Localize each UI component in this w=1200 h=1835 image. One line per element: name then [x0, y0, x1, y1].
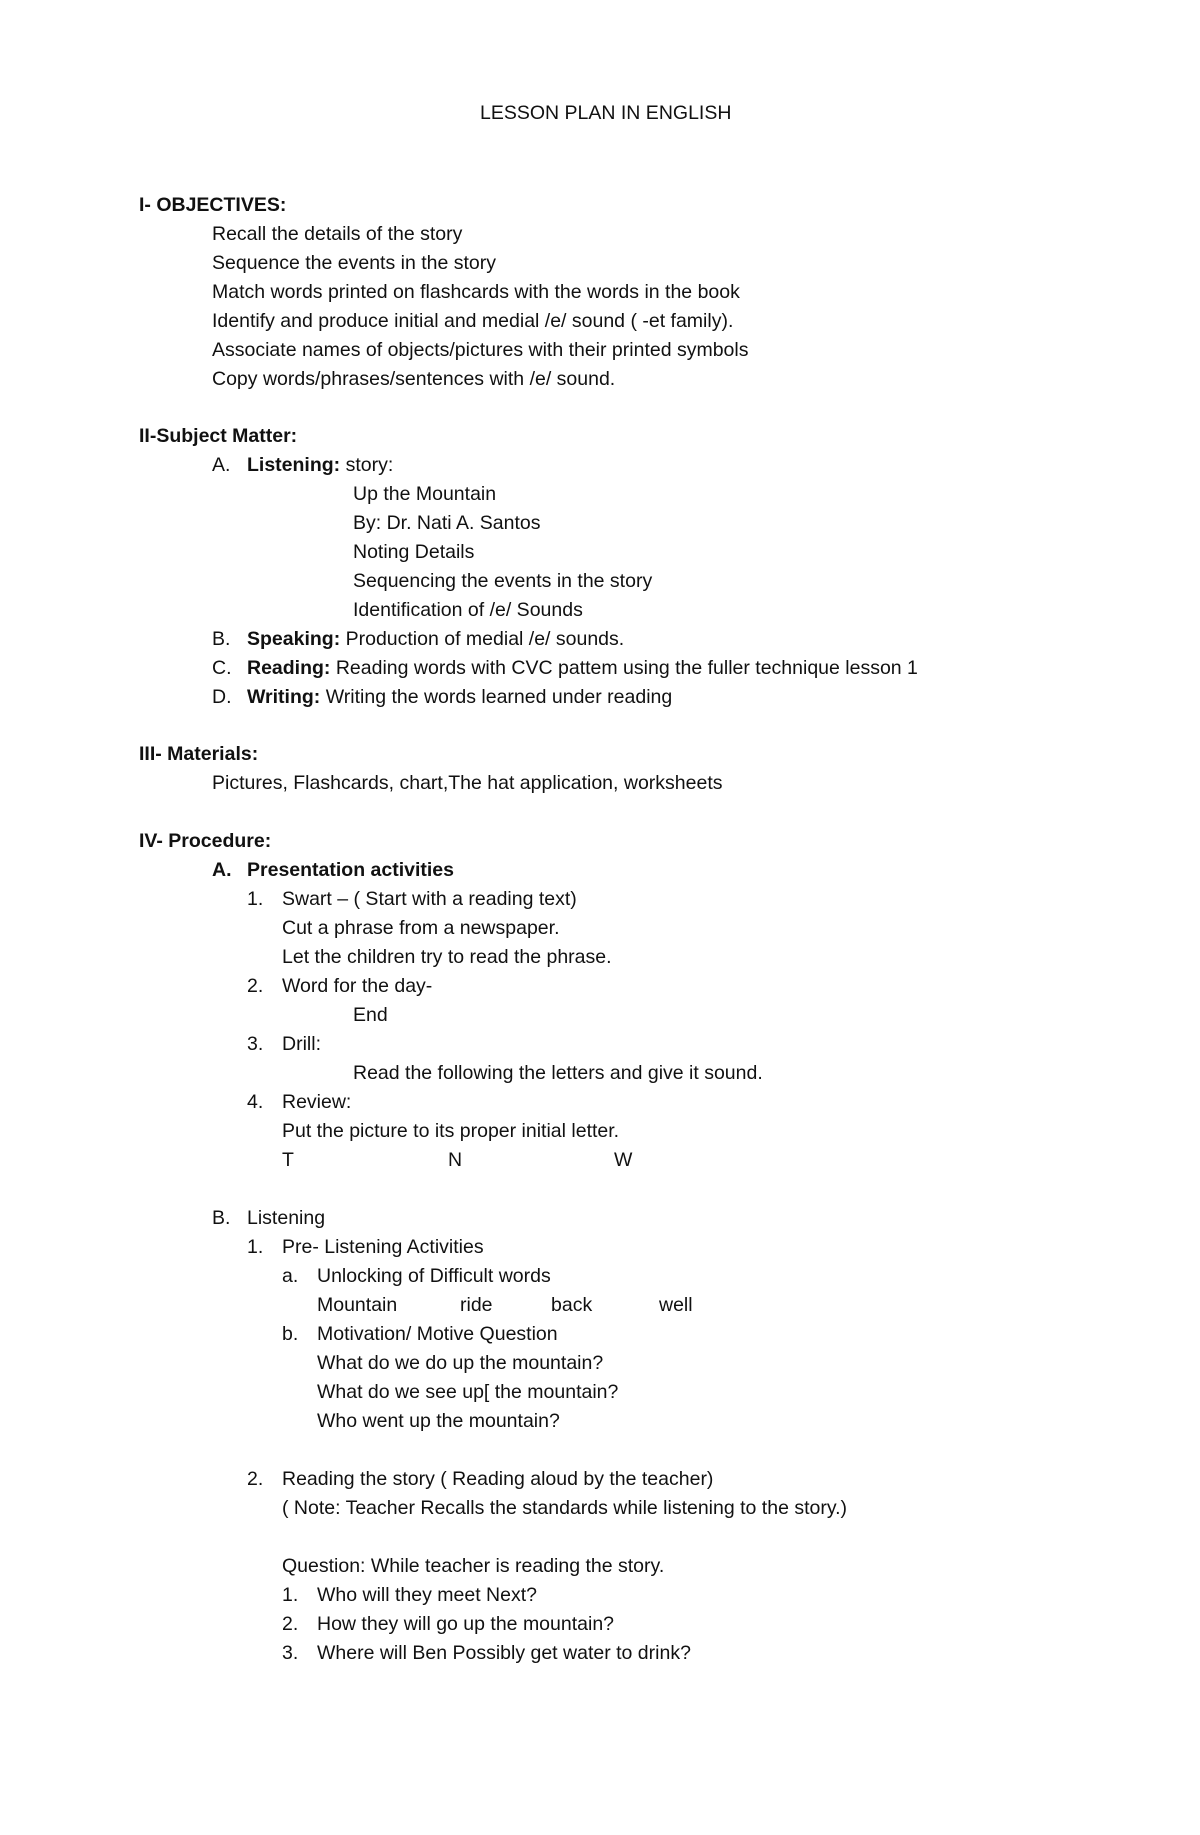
sub-marker: b. — [282, 1323, 299, 1345]
question-number: 2. — [282, 1613, 299, 1635]
sub-marker: a. — [282, 1265, 299, 1287]
objective-item: Sequence the events in the story — [212, 252, 497, 274]
step-number: 1. — [247, 888, 264, 910]
difficult-word: ride — [460, 1294, 493, 1316]
objective-item: Recall the details of the story — [212, 223, 463, 245]
unlocking-difficult-words: Unlocking of Difficult words — [317, 1265, 551, 1287]
subject-listening-line — [247, 453, 393, 477]
step-number: 1. — [247, 1236, 264, 1258]
document-title: LESSON PLAN IN ENGLISH — [480, 102, 732, 124]
objectives-heading: I- OBJECTIVES: — [139, 194, 287, 216]
review-letter: N — [448, 1149, 463, 1171]
teacher-note: ( Note: Teacher Recalls the standards while listening to the story.) — [282, 1497, 848, 1519]
step-swart: Swart – ( Start with a reading text) — [282, 888, 577, 910]
step-number: 4. — [247, 1091, 264, 1113]
step-swart-line: Cut a phrase from a newspaper. — [282, 917, 560, 939]
subject-listening-label: Listening: — [247, 454, 341, 476]
objective-item: Match words printed on flashcards with the words in the book — [212, 281, 740, 303]
subject-reading-line — [247, 656, 918, 680]
review-letter: T — [282, 1149, 294, 1171]
reading-question: Where will Ben Possibly get water to drink? — [317, 1642, 691, 1664]
objective-item: Associate names of objects/pictures with their printed symbols — [212, 339, 749, 361]
materials-list: Pictures, Flashcards, chart,The hat application, worksheets — [212, 772, 723, 794]
question-number: 3. — [282, 1642, 299, 1664]
subject-marker-b: B. — [212, 628, 231, 650]
presentation-activities-heading: Presentation activities — [247, 859, 454, 881]
procedure-marker-a: A. — [212, 859, 232, 881]
question-intro: Question: While teacher is reading the story. — [282, 1555, 665, 1577]
pre-listening-activities: Pre- Listening Activities — [282, 1236, 484, 1258]
subject-writing-text: Writing the words learned under reading — [320, 686, 673, 708]
step-number: 2. — [247, 975, 264, 997]
materials-heading: III- Materials: — [139, 743, 259, 765]
motivation-question: Motivation/ Motive Question — [317, 1323, 558, 1345]
listening-heading: Listening — [247, 1207, 326, 1229]
motive-question: What do we do up the mountain? — [317, 1352, 604, 1374]
step-word-for-the-day: Word for the day- — [282, 975, 433, 997]
question-number: 1. — [282, 1584, 299, 1606]
procedure-heading: IV- Procedure: — [139, 830, 272, 852]
subject-speaking-label: Speaking: — [247, 628, 341, 650]
subject-detail: Sequencing the events in the story — [353, 570, 653, 592]
difficult-word: well — [659, 1294, 693, 1316]
reading-the-story: Reading the story ( Reading aloud by the teacher) — [282, 1468, 714, 1490]
subject-marker-a: A. — [212, 454, 231, 476]
subject-detail: Noting Details — [353, 541, 475, 563]
procedure-marker-b: B. — [212, 1207, 231, 1229]
story-author: By: Dr. Nati A. Santos — [353, 512, 541, 534]
difficult-word: Mountain — [317, 1294, 398, 1316]
subject-reading-label: Reading: — [247, 657, 331, 679]
reading-question: Who will they meet Next? — [317, 1584, 537, 1606]
motive-question: What do we see up[ the mountain? — [317, 1381, 619, 1403]
subject-writing-label: Writing: — [247, 686, 321, 708]
story-title: Up the Mountain — [353, 483, 497, 505]
subject-detail: Identification of /e/ Sounds — [353, 599, 583, 621]
objective-item: Identify and produce initial and medial /e/ sound ( -et family). — [212, 310, 734, 332]
subject-matter-heading: II-Subject Matter: — [139, 425, 298, 447]
subject-speaking-line — [247, 627, 624, 651]
step-number: 2. — [247, 1468, 264, 1490]
objective-item: Copy words/phrases/sentences with /e/ sound. — [212, 368, 616, 390]
review-letter: W — [614, 1149, 633, 1171]
subject-reading-text: Reading words with CVC pattem using the fuller technique lesson 1 — [330, 657, 918, 679]
step-swart-line: Let the children try to read the phrase. — [282, 946, 612, 968]
motive-question: Who went up the mountain? — [317, 1410, 560, 1432]
subject-listening-text: story: — [340, 454, 394, 476]
drill-instruction: Read the following the letters and give it sound. — [353, 1062, 763, 1084]
word-of-the-day: End — [353, 1004, 388, 1026]
reading-question: How they will go up the mountain? — [317, 1613, 615, 1635]
subject-marker-d: D. — [212, 686, 232, 708]
review-instruction: Put the picture to its proper initial letter. — [282, 1120, 620, 1142]
subject-writing-line — [247, 685, 672, 709]
difficult-word: back — [551, 1294, 593, 1316]
step-drill: Drill: — [282, 1033, 321, 1055]
step-number: 3. — [247, 1033, 264, 1055]
subject-speaking-text: Production of medial /e/ sounds. — [340, 628, 625, 650]
step-review: Review: — [282, 1091, 352, 1113]
subject-marker-c: C. — [212, 657, 232, 679]
